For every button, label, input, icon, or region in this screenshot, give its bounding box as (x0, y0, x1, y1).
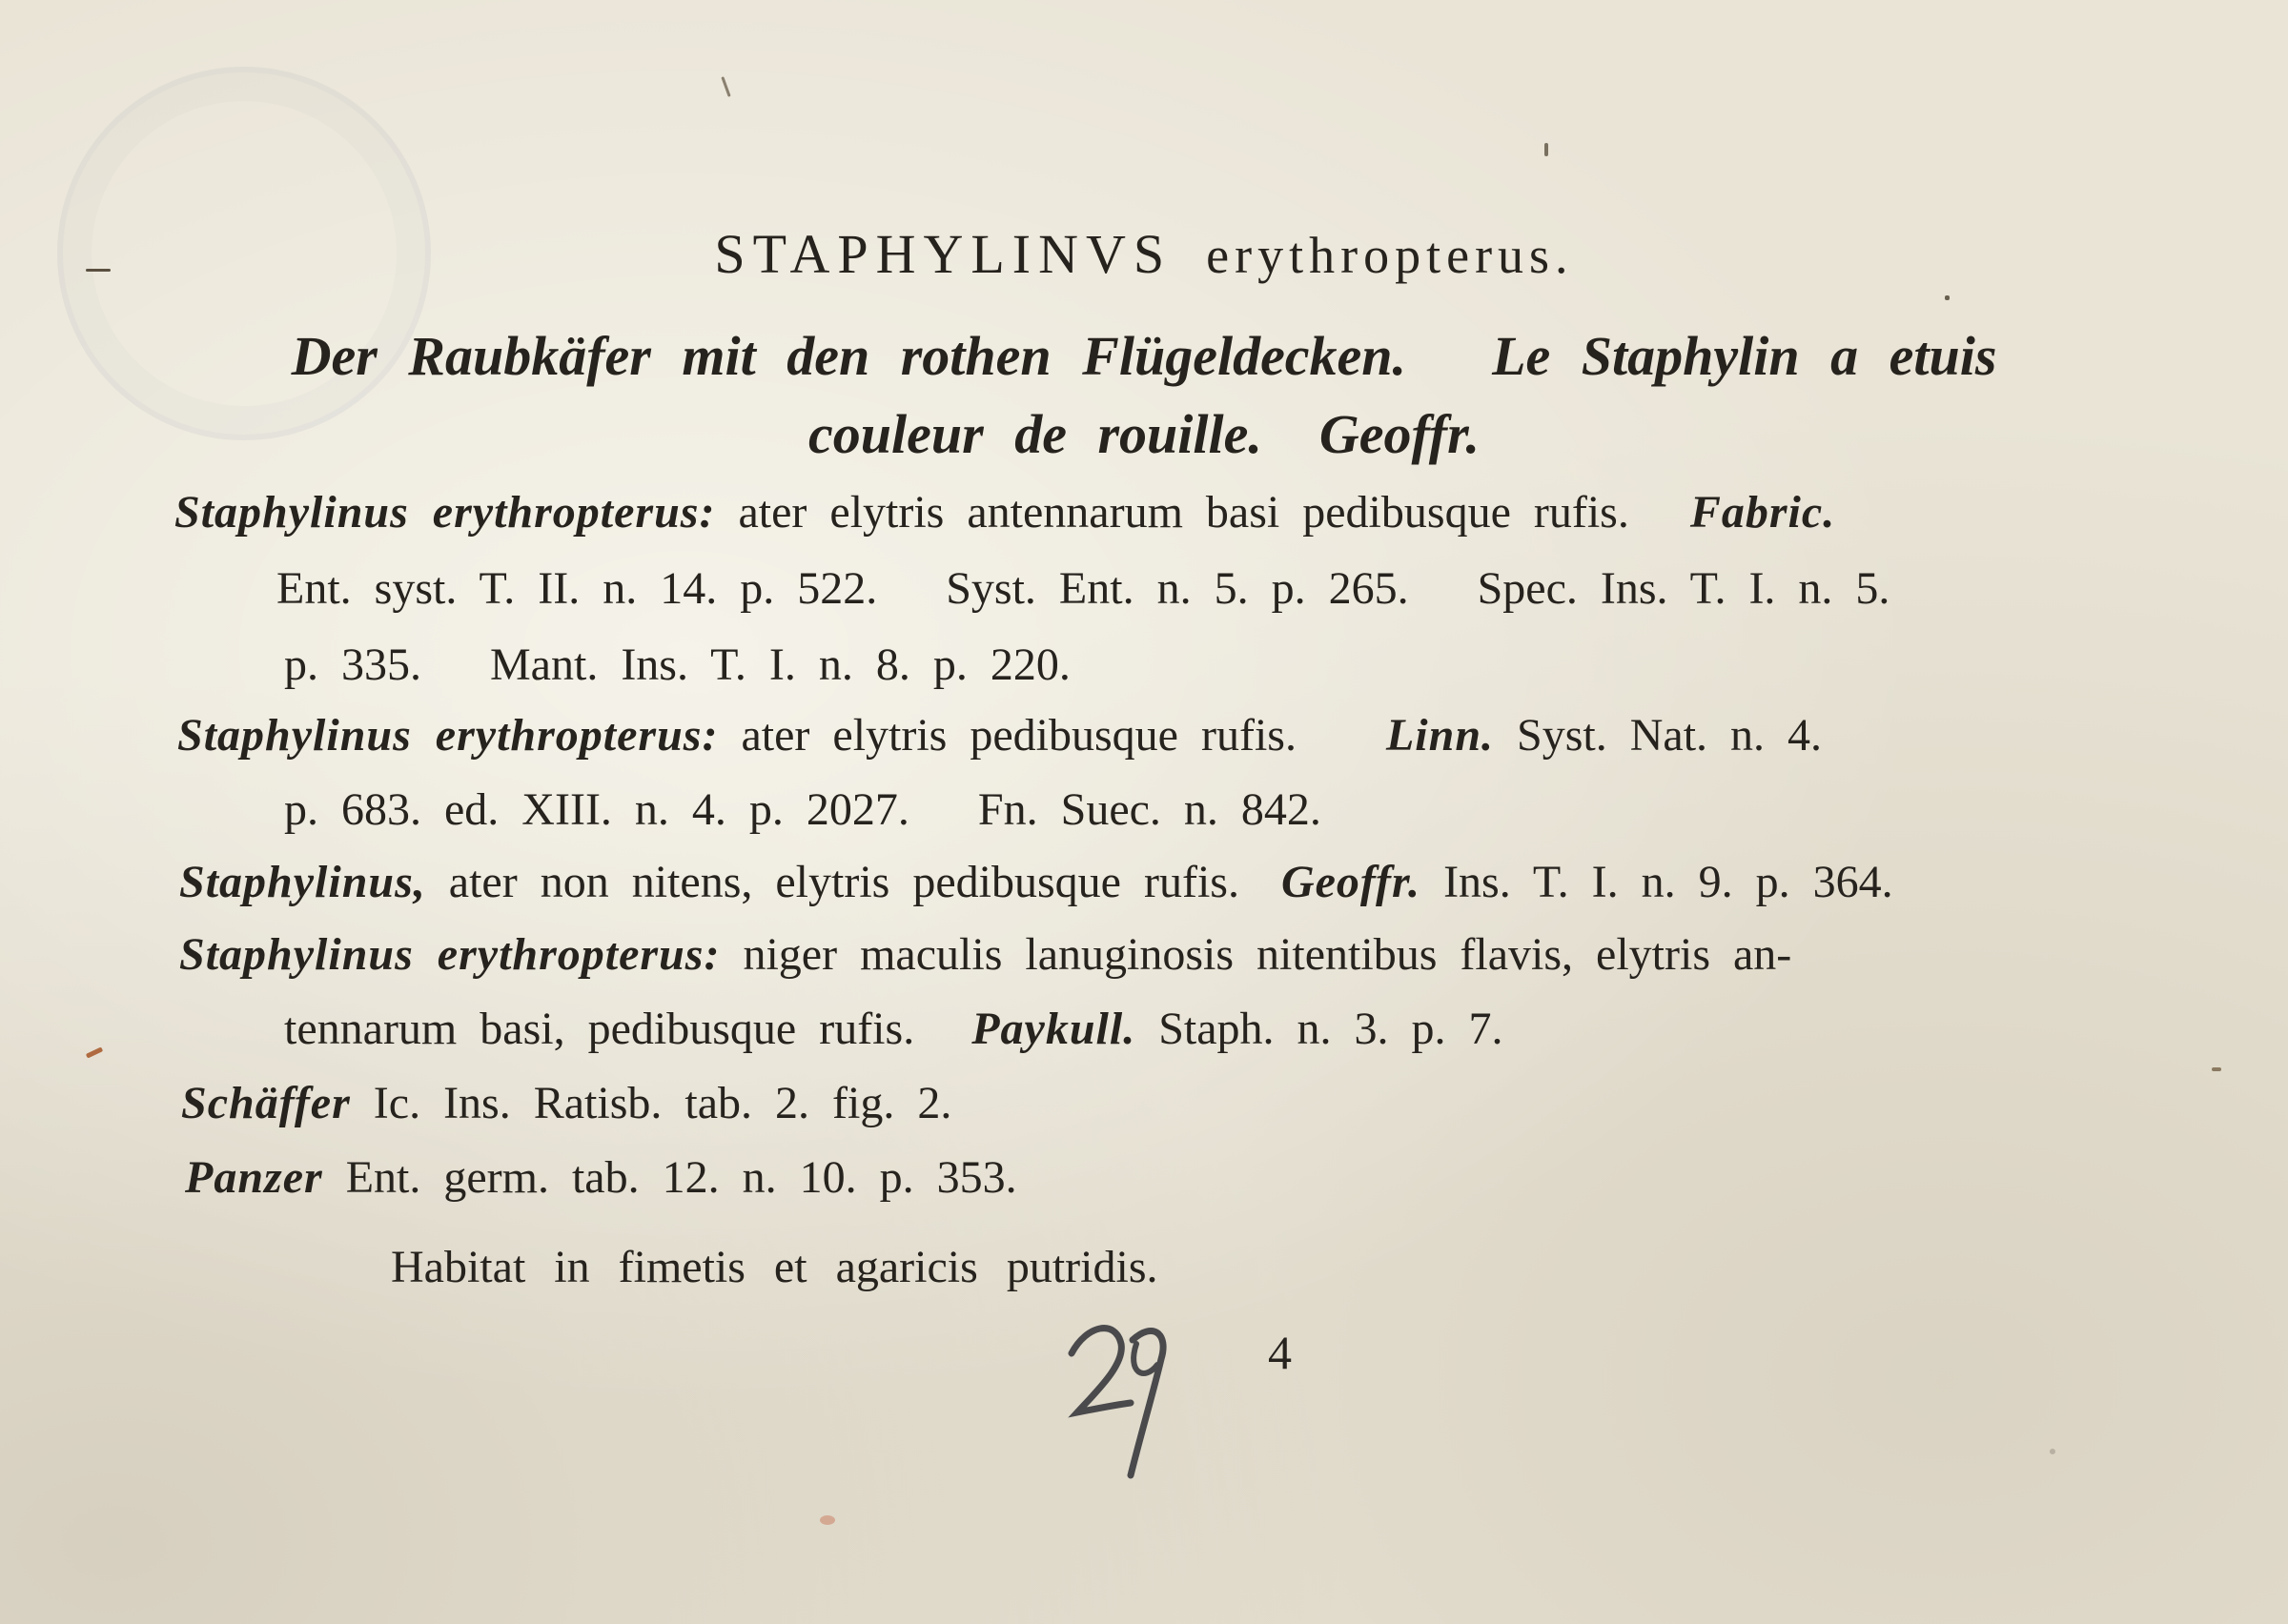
author-name: Geoffr. (1280, 857, 1421, 907)
paper-fleck (1544, 143, 1548, 156)
paper-fleck (2050, 1449, 2055, 1454)
species-title (0, 221, 2288, 287)
species-name: erythropterus. (1206, 227, 1574, 284)
synonymy-line (185, 1151, 1017, 1204)
common-names-line-2 (162, 402, 2126, 466)
reference-text: Syst. Nat. n. 4. (1517, 710, 1823, 761)
reference-text: Ent. germ. tab. 12. n. 10. p. 353. (345, 1152, 1017, 1203)
author-name: Paykull. (971, 1004, 1136, 1054)
reference-text: Staph. n. 3. p. 7. (1158, 1004, 1503, 1054)
author-name: Fabric. (1689, 487, 1836, 538)
synonymy-line (174, 486, 1835, 538)
french-name-author: Geoffr. (1318, 403, 1480, 465)
diagnosis-text: tennarum basi, pedibusque rufis. (284, 1004, 915, 1054)
synonymy-line (284, 1003, 1503, 1055)
common-names-line-1 (162, 324, 2126, 388)
paper-fleck (1945, 295, 1950, 300)
reference-text: Ins. T. I. n. 9. p. 364. (1443, 857, 1893, 907)
diagnosis-text: ater elytris antennarum basi pedibusque rufis. (738, 487, 1629, 538)
author-name: Linn. (1385, 710, 1495, 761)
synonymy-line (179, 928, 1791, 981)
synonymy-line (177, 709, 1822, 761)
reference-text: Ic. Ins. Ratisb. tab. 2. fig. 2. (373, 1078, 952, 1128)
diagnosis-text: niger maculis lanuginosis nitentibus flavis, elytris an- (743, 929, 1792, 980)
synonymy-line (276, 562, 1890, 615)
taxon-name: Panzer (185, 1152, 323, 1203)
taxon-name: Staphylinus erythropterus: (177, 710, 719, 761)
reference-text: Ent. syst. T. II. n. 14. p. 522. Syst. Ent. n. 5. p. 265. Spec. Ins. T. I. n. 5. (276, 563, 1890, 614)
genus-name: STAPHYLINVS (714, 223, 1173, 285)
synonymy-line (284, 783, 1321, 836)
taxon-name: Staphylinus, (179, 857, 426, 907)
synonymy-line (179, 856, 1893, 908)
diagnosis-text: ater non nitens, elytris pedibusque rufis. (448, 857, 1239, 907)
paper-fleck (2212, 1067, 2221, 1071)
page-number: 4 (1268, 1326, 1292, 1379)
synonymy-line (181, 1077, 951, 1129)
handwritten-pencil-mark (1058, 1306, 1173, 1487)
habitat-note: Habitat in fimetis et agaricis putridis. (391, 1242, 1158, 1292)
taxon-name: Staphylinus erythropterus: (179, 929, 721, 980)
french-common-name-part-1: Le Staphylin a etuis (1492, 325, 1997, 387)
french-common-name-part-2: couleur de rouille. (808, 403, 1262, 465)
german-common-name: Der Raubkäfer mit den rothen Flügeldecken. (291, 325, 1407, 387)
reference-text: p. 335. Mant. Ins. T. I. n. 8. p. 220. (284, 639, 1071, 690)
diagnosis-text: ater elytris pedibusque rufis. (741, 710, 1297, 761)
synonymy-line (284, 639, 1071, 691)
reference-text: p. 683. ed. XIII. n. 4. p. 2027. Fn. Suec. n. 842. (284, 784, 1321, 835)
taxon-name: Schäffer (181, 1078, 351, 1128)
paper-fleck (820, 1515, 835, 1525)
taxon-name: Staphylinus erythropterus: (174, 487, 716, 538)
